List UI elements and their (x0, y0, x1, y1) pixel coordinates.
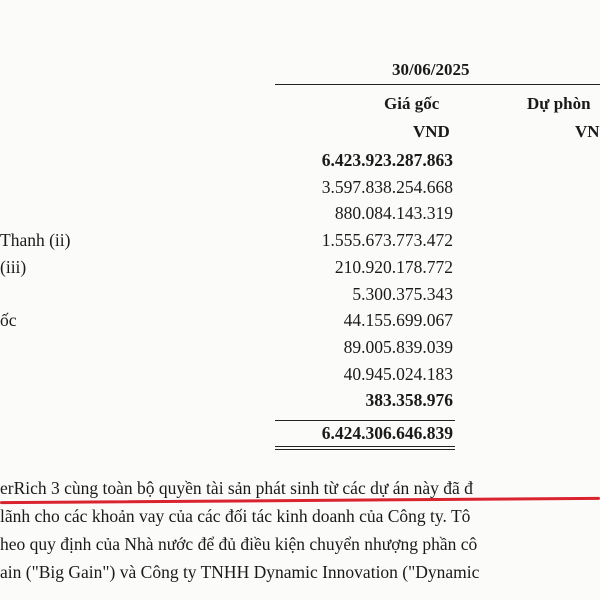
total-value: 6.424.306.646.839 (321, 423, 453, 443)
total-rule-bottom-2 (275, 449, 455, 450)
row-value: 1.555.673.773.472 (321, 230, 453, 250)
row-value: 44.155.699.067 (343, 310, 453, 330)
row-label: (iii) (0, 257, 27, 277)
header-col-provision: Dự phòn (527, 94, 591, 113)
paragraph-line-1: erRich 3 cùng toàn bộ quyền tài sản phát sinh từ các dự án này đã đ (0, 478, 473, 498)
header-date: 30/06/2025 (392, 60, 470, 79)
row-value: 880.084.143.319 (334, 203, 453, 223)
header-unit-provision: VN (575, 122, 600, 141)
total-rule-bottom-1 (275, 446, 455, 447)
row-value: 383.358.976 (365, 390, 453, 410)
row-value: 40.945.024.183 (343, 364, 453, 384)
row-value: 89.005.839.039 (343, 337, 453, 357)
row-value: 6.423.923.287.863 (321, 150, 453, 170)
header-col-cost: Giá gốc (384, 94, 440, 113)
paragraph-line-3: heo quy định của Nhà nước để đủ điều kiện chuyển nhượng phần cô (0, 534, 478, 554)
row-label: Thanh (ii) (0, 230, 71, 250)
row-value: 5.300.375.343 (352, 284, 453, 304)
header-rule (275, 84, 600, 85)
row-label: ốc (0, 310, 17, 330)
paragraph-line-2: lãnh cho các khoản vay của các đối tác kinh doanh của Công ty. Tô (0, 506, 471, 526)
row-value: 210.920.178.772 (334, 257, 453, 277)
row-value: 3.597.838.254.668 (321, 177, 453, 197)
total-rule-top (275, 420, 455, 421)
paragraph-line-4: ain ("Big Gain") và Công ty TNHH Dynamic Innovation ("Dynamic (0, 562, 480, 582)
header-unit-cost: VND (413, 122, 450, 141)
